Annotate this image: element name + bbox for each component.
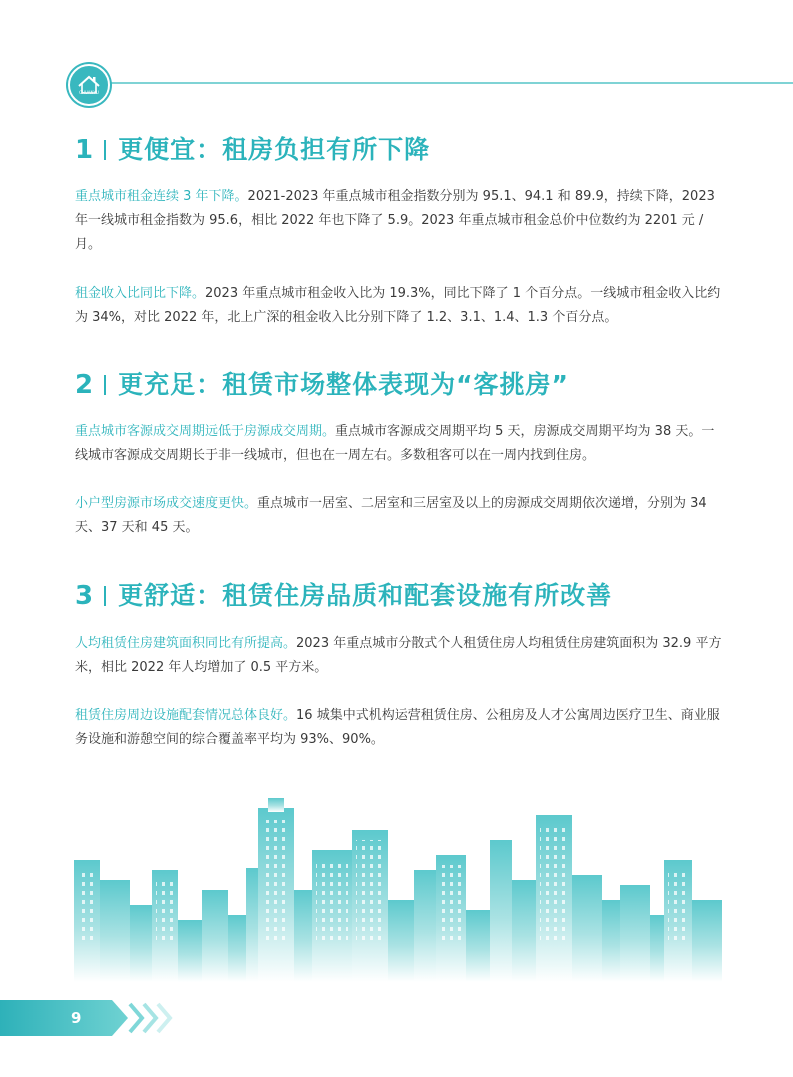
paragraph-text: 2023 年重点城市租金收入比为 19.3%，同比下降了 1 个百分点。一线城市租金收入比约为 34%，对比 2022 年，北上广深的租金收入比分别下降了 1.2、3.1、1.4、1.3 个百分点。 xyxy=(75,286,721,325)
section-3-paragraph-2 xyxy=(75,704,725,752)
header-rule xyxy=(104,82,793,84)
section-title: 更充足：租赁市场整体表现为“客挑房” xyxy=(118,370,569,399)
paragraph-text: 16 城集中式机构运营租赁住房、公租房及人才公寓周边医疗卫生、商业服务设施和游憩空间的综合覆盖率平均为 93%、90%。 xyxy=(75,708,720,747)
paragraph-lead: 重点城市租金连续 3 年下降。 xyxy=(75,189,248,204)
section-1-paragraph-1 xyxy=(75,185,725,257)
paragraph-text: 重点城市一居室、二居室和三居室及以上的房源成交周期依次递增，分别为 34 天、37 天和 45 天。 xyxy=(75,496,707,535)
section-1-paragraph-2 xyxy=(75,282,725,330)
section-3-heading xyxy=(75,576,612,612)
section-2-paragraph-1 xyxy=(75,420,725,468)
section-2-paragraph-2 xyxy=(75,492,725,540)
section-number: 1 xyxy=(75,135,95,165)
house-logo-icon xyxy=(68,64,110,106)
paragraph-lead: 人均租赁住房建筑面积同比有所提高。 xyxy=(75,636,297,651)
paragraph-text: 2023 年重点城市分散式个人租赁住房人均租赁住房建筑面积为 32.9 平方米，相比 2022 年人均增加了 0.5 平方米。 xyxy=(75,636,722,675)
section-2-heading xyxy=(75,365,569,401)
page-number: 9 xyxy=(71,1009,82,1027)
chevron-right-icon xyxy=(126,1000,182,1036)
section-title: 更便宜：租房负担有所下降 xyxy=(118,135,431,164)
paragraph-lead: 小户型房源市场成交速度更快。 xyxy=(75,496,258,511)
paragraph-text: 重点城市客源成交周期平均 5 天，房源成交周期平均为 38 天。一线城市客源成交周期长于非一线城市，但也在一周左右。多数租客可以在一周内找到住房。 xyxy=(75,424,715,463)
heading-divider xyxy=(104,140,106,160)
logo-text: CHUANYU xyxy=(79,90,99,95)
paragraph-text: 2021-2023 年重点城市租金指数分别为 95.1、94.1 和 89.9，持续下降，2023 年一线城市租金指数为 95.6，相比 2022 年也下降了 5.9。2023 年重点城市租金总价中位数约为 2201 元 / 月。 xyxy=(75,189,715,252)
page-number-tab xyxy=(0,1000,128,1036)
paragraph-lead: 租赁住房周边设施配套情况总体良好。 xyxy=(75,708,297,723)
section-3-paragraph-1 xyxy=(75,632,725,680)
heading-divider xyxy=(104,586,106,606)
paragraph-lead: 租金收入比同比下降。 xyxy=(75,286,206,301)
section-title: 更舒适：租赁住房品质和配套设施有所改善 xyxy=(118,581,613,610)
city-skyline-illustration xyxy=(72,790,724,982)
heading-divider xyxy=(104,375,106,395)
section-number: 3 xyxy=(75,581,95,611)
paragraph-lead: 重点城市客源成交周期远低于房源成交周期。 xyxy=(75,424,336,439)
section-number: 2 xyxy=(75,370,95,400)
section-1-heading xyxy=(75,130,430,166)
